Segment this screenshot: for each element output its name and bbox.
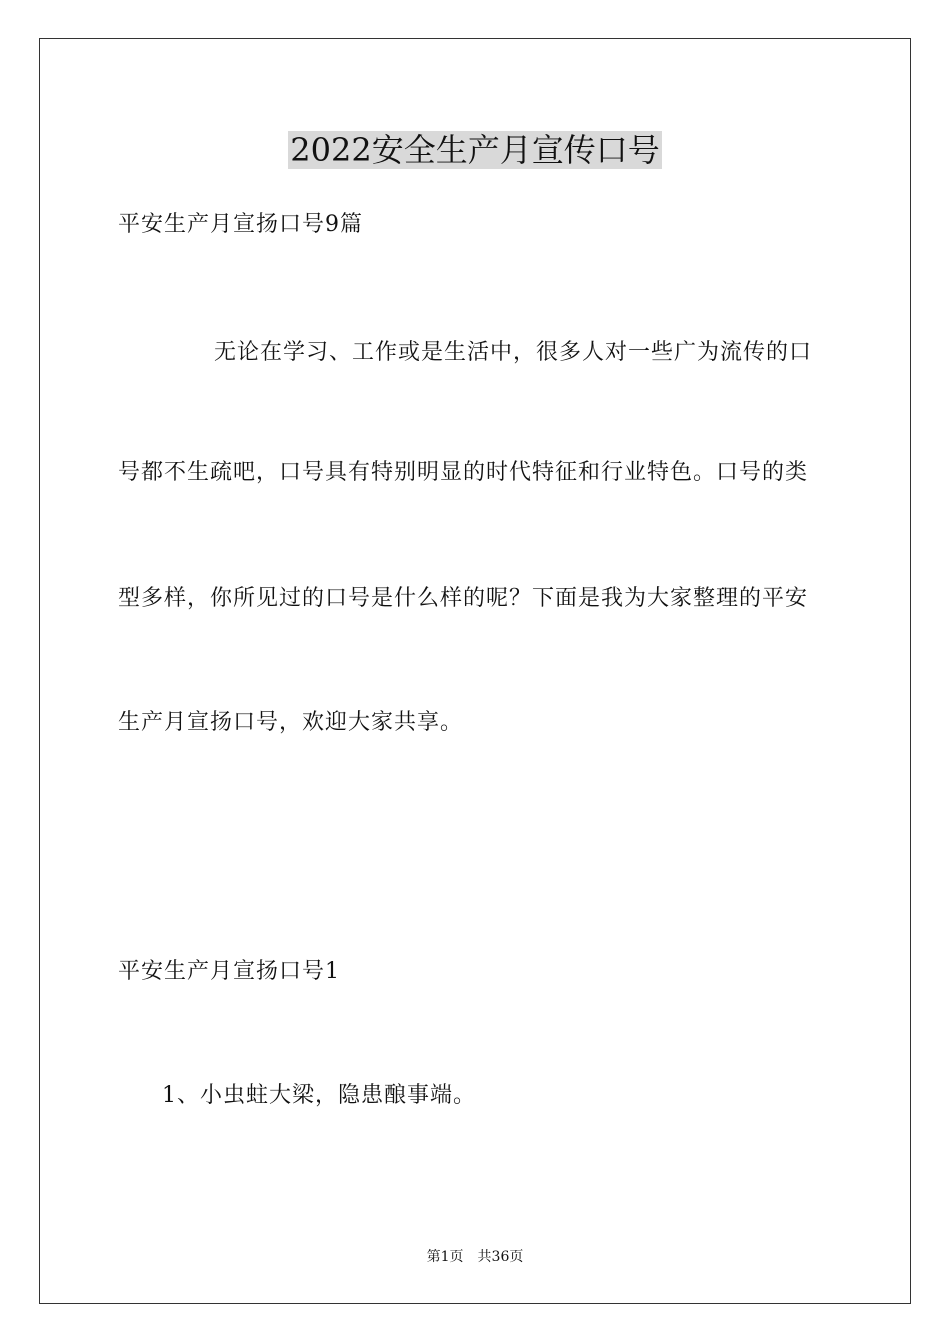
document-title [0,128,950,172]
list-item: 1、小虫蛀大梁，隐患酿事端。 [162,1083,476,1108]
title-text: 2022安全生产月宣传口号 [290,131,660,169]
intro-line: 号都不生疏吧，口号具有特别明显的时代特征和行业特色。口号的类 [118,460,809,485]
intro-line: 无论在学习、工作或是生活中，很多人对一些广为流传的口 [214,340,813,365]
intro-line: 型多样，你所见过的口号是什么样的呢？下面是我为大家整理的平安 [118,586,809,611]
page-footer: 第1页 共36页 [426,1249,524,1265]
intro-line: 生产月宣扬口号，欢迎大家共享。 [118,710,464,735]
document-subtitle: 平安生产月宣扬口号9篇 [118,212,363,237]
section-heading: 平安生产月宣扬口号1 [118,959,340,984]
